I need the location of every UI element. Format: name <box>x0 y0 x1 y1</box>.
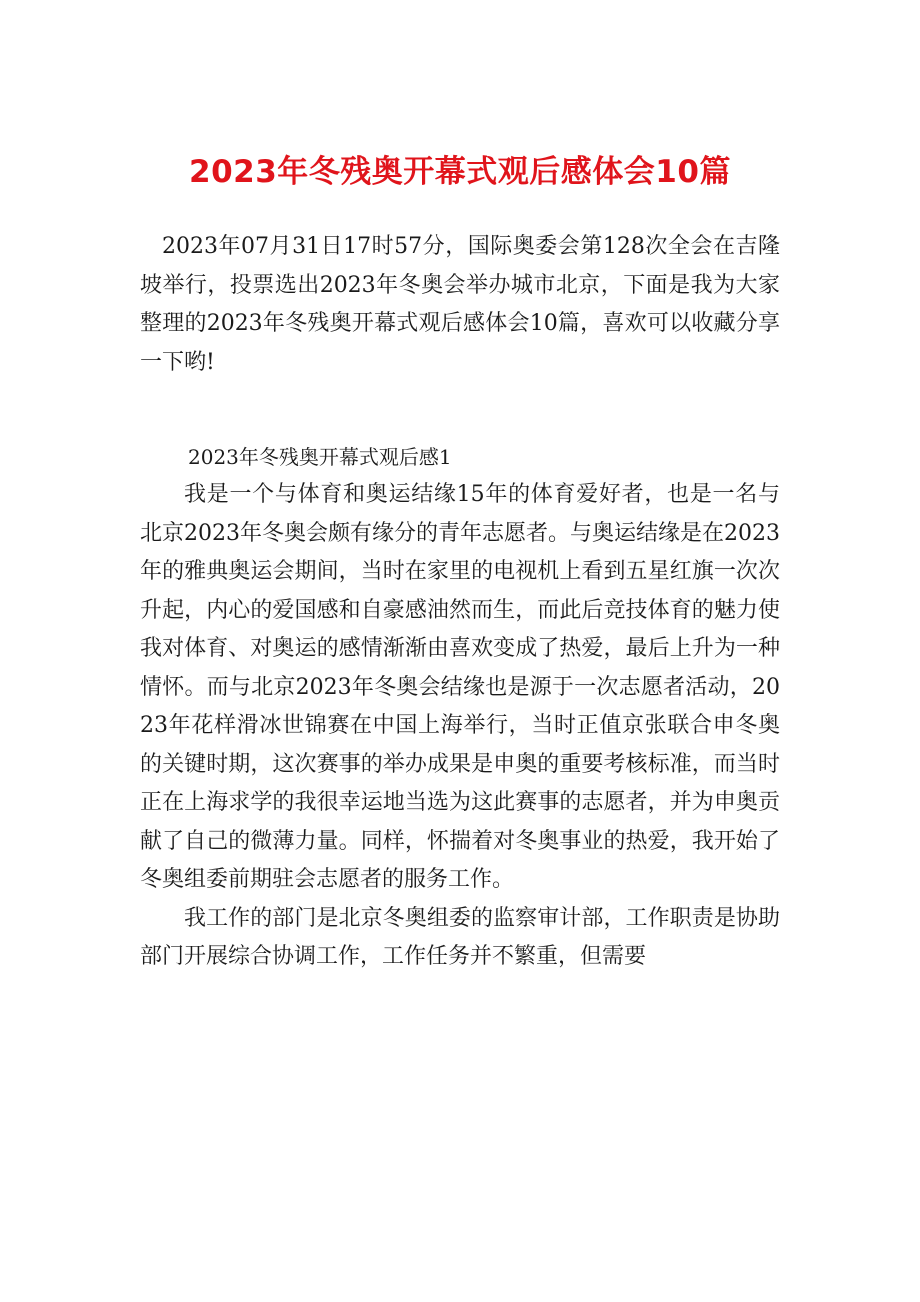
document-title: 2023年冬残奥开幕式观后感体会10篇 <box>189 154 731 190</box>
section-heading: 2023年冬残奥开幕式观后感1 <box>188 445 452 469</box>
intro-paragraph: 2023年07月31日17时57分，国际奥委会第128次全会在吉隆坡举行，投票选出2023年冬奥会举办城市北京，下面是我为大家整理的2023年冬残奥开幕式观后感体会10篇，喜欢可以收藏分享一下哟! <box>140 234 780 375</box>
section-spacer <box>140 382 780 438</box>
document-body <box>140 228 780 977</box>
body-paragraph: 我是一个与体育和奥运结缘15年的体育爱好者，也是一名与北京2023年冬奥会颇有缘分的青年志愿者。与奥运结缘是在2023年的雅典奥运会期间，当时在家里的电视机上看到五星红旗一次次升起，内心的爱国感和自豪感油然而生，而此后竞技体育的魅力使我对体育、对奥运的感情渐渐由喜欢变成了热爱，最后上升为一种情怀。而与北京2023年冬奥会结缘也是源于一次志愿者活动，2023年花样滑冰世锦赛在中国上海举行，当时正值京张联合申冬奥的关键时期，这次赛事的举办成果是申奥的重要考核标准，而当时正在上海求学的我很幸运地当选为这此赛事的志愿者，并为申奥贡献了自己的微薄力量。同样，怀揣着对冬奥事业的热爱，我开始了冬奥组委前期驻会志愿者的服务工作。 <box>140 482 780 892</box>
body-paragraph: 我工作的部门是北京冬奥组委的监察审计部，工作职责是协助部门开展综合协调工作，工作任务并不繁重，但需要 <box>140 905 780 969</box>
